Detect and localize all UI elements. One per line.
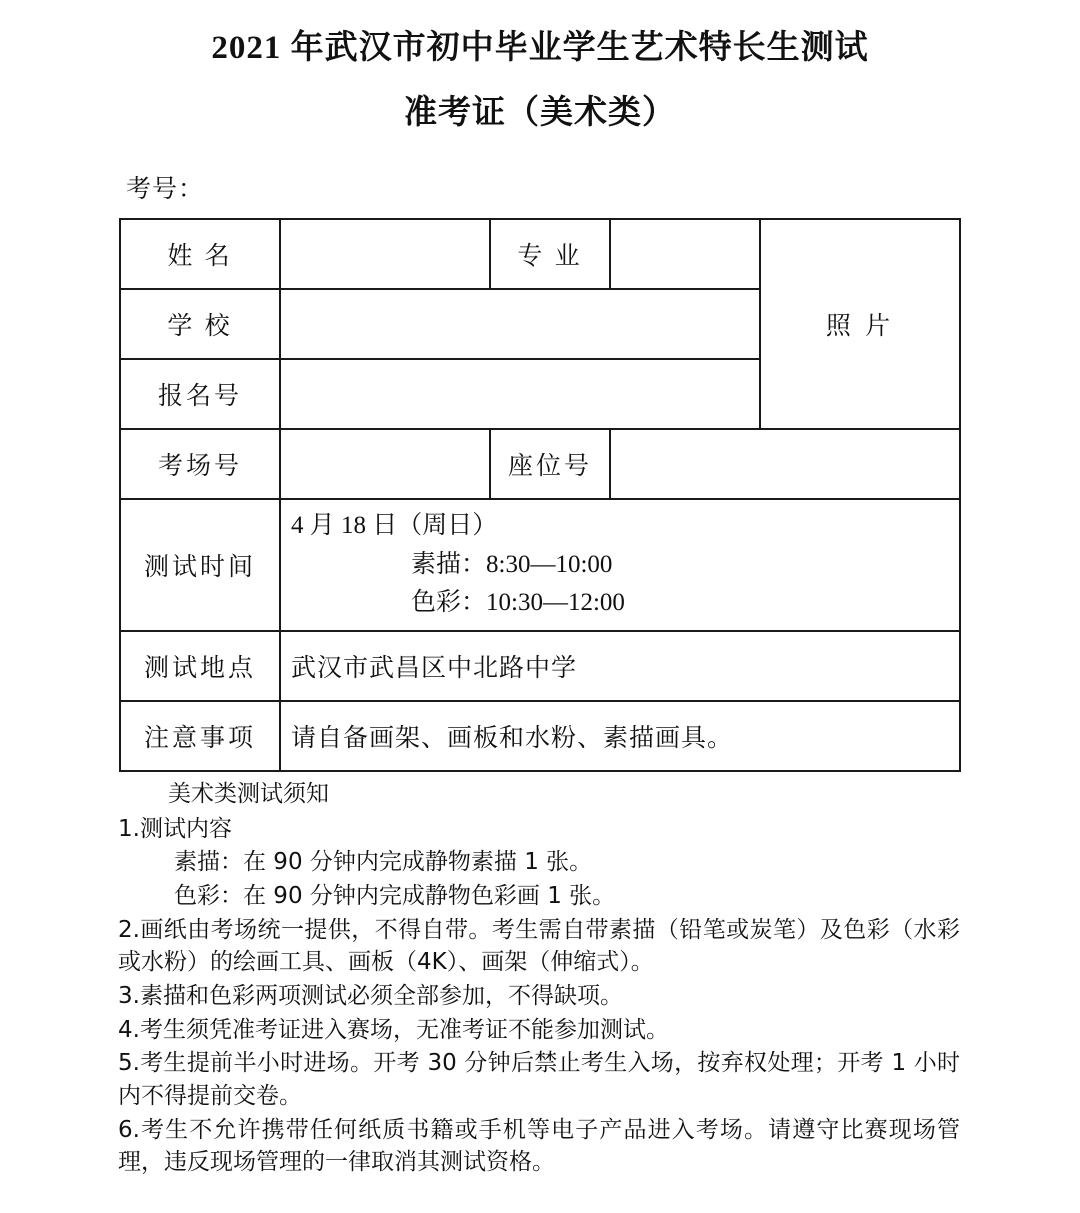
table-row (120, 499, 960, 631)
notice-item: 5.考生提前半小时进场。开考 30 分钟后禁止考生入场，按弃权处理；开考 1 小时内不得提前交卷。 (118, 1050, 960, 1109)
name-value[interactable] (280, 219, 490, 289)
registration-label: 报名号 (120, 359, 280, 429)
page-title-line-1: 2021 年武汉市初中毕业学生艺术特长生测试 (211, 30, 869, 66)
test-time-label: 测试时间 (120, 499, 280, 631)
notice-item: 1.测试内容 (118, 815, 232, 842)
test-place-label: 测试地点 (120, 631, 280, 701)
notice-item: 6.考生不允许携带任何纸质书籍或手机等电子产品进入考场。请遵守比赛现场管理，违反现场管理的一律取消其测试资格。 (118, 1116, 960, 1176)
exam-number-label: 考号： (126, 176, 205, 204)
registration-value[interactable] (280, 359, 760, 429)
exam-number-row (126, 169, 1080, 205)
seat-value[interactable] (610, 429, 960, 499)
test-place-value: 武汉市武昌区中北路中学 (280, 631, 960, 701)
document-title-block (0, 26, 1080, 135)
major-label: 专 业 (490, 219, 610, 289)
table-row (120, 701, 960, 771)
admission-ticket-page (0, 26, 1080, 1213)
notice-heading: 美术类测试须知 (168, 781, 329, 808)
room-value[interactable] (280, 429, 490, 499)
notice-item: 色彩：在 90 分钟内完成静物色彩画 1 张。 (174, 883, 616, 910)
test-date: 4 月 18 日（周日） (291, 511, 498, 539)
room-label: 考场号 (120, 429, 280, 499)
table-row (120, 219, 960, 289)
notes-label: 注意事项 (120, 701, 280, 771)
test-time-color: 色彩：10:30—12:00 (411, 589, 625, 617)
page-title-line-2: 准考证（美术类） (404, 94, 676, 131)
notice-item: 3.素描和色彩两项测试必须全部参加，不得缺项。 (118, 983, 623, 1010)
test-time-value (280, 499, 960, 631)
notice-block (0, 778, 1080, 1179)
table-row (120, 429, 960, 499)
candidate-info-table (119, 218, 961, 772)
seat-label: 座位号 (490, 429, 610, 499)
school-label: 学 校 (120, 289, 280, 359)
table-row (120, 631, 960, 701)
school-value[interactable] (280, 289, 760, 359)
notice-item: 4.考生须凭准考证进入赛场，无准考证不能参加测试。 (118, 1016, 669, 1043)
name-label: 姓 名 (120, 219, 280, 289)
notes-value: 请自备画架、画板和水粉、素描画具。 (280, 701, 960, 771)
test-time-sketch: 素描：8:30—10:00 (411, 550, 613, 578)
major-value[interactable] (610, 219, 760, 289)
notice-item: 素描：在 90 分钟内完成静物素描 1 张。 (174, 849, 593, 876)
photo-placeholder: 照 片 (760, 219, 960, 429)
notice-item: 2.画纸由考场统一提供，不得自带。考生需自带素描（铅笔或炭笔）及色彩（水彩或水粉）的绘画工具、画板（4K）、画架（伸缩式）。 (118, 916, 960, 976)
